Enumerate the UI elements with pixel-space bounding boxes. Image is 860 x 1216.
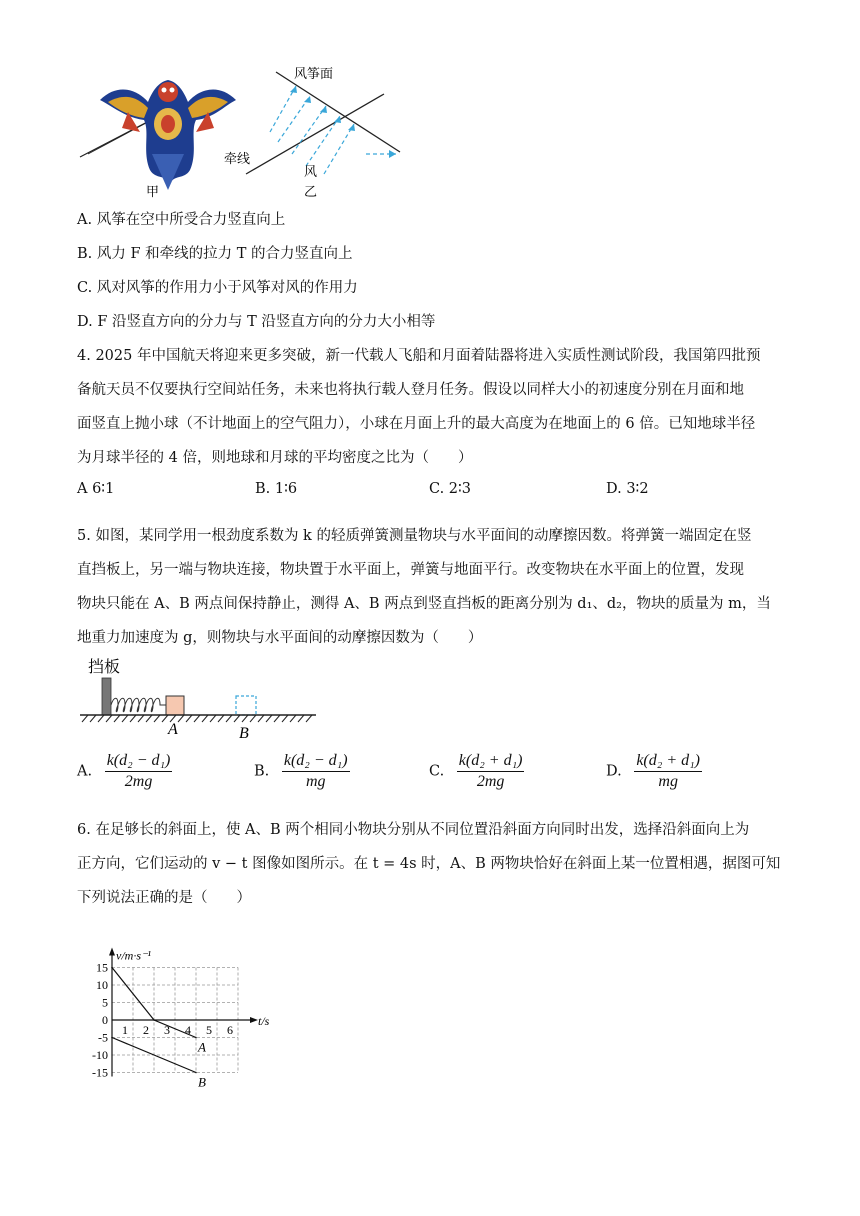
q5-option-b bbox=[254, 752, 350, 791]
label-b: B bbox=[239, 725, 249, 740]
y-tick-label--15: -15 bbox=[92, 1065, 108, 1080]
q5-option-b-den: mg bbox=[305, 773, 326, 790]
vt-chart bbox=[80, 922, 280, 1112]
series-label-A: A bbox=[198, 1039, 206, 1055]
label-board: 挡板 bbox=[88, 657, 121, 676]
q5-option-a-num: k(d₂ − d₁) bbox=[105, 752, 173, 772]
q4-option-a: A 6∶1 bbox=[77, 481, 115, 497]
label-jia: 甲 bbox=[146, 185, 160, 200]
label-yi: 乙 bbox=[304, 185, 318, 200]
q4-option-c: C. 2∶3 bbox=[429, 481, 472, 497]
y-axis-arrow bbox=[109, 948, 115, 956]
x-tick-label-1: 1 bbox=[122, 1023, 128, 1037]
series-point-B-1 bbox=[195, 1072, 197, 1074]
q5-line-3: 物块只能在 A、B 两点间保持静止，测得 A、B 两点到竖直挡板的距离分别为 d₁、d₂，物块的质量为 m，当 bbox=[77, 596, 771, 612]
q4-line-4: 为月球半径的 4 倍，则地球和月球的平均密度之比为（ ） bbox=[77, 450, 473, 466]
board bbox=[102, 678, 111, 715]
label-wind: 风 bbox=[304, 165, 318, 180]
q3-option-c: C. 风对风筝的作用力小于风筝对风的作用力 bbox=[77, 280, 358, 296]
series-point-A-0 bbox=[111, 967, 113, 969]
y-tick-label--10: -10 bbox=[92, 1048, 108, 1062]
y-axis-label: v/m·s⁻¹ bbox=[116, 948, 151, 963]
q5-option-b-fraction bbox=[282, 752, 350, 791]
q6-line-3: 下列说法正确的是（ ） bbox=[77, 890, 251, 906]
q5-option-d-fraction bbox=[634, 752, 702, 791]
spring-figure bbox=[78, 652, 323, 740]
series-label-B: B bbox=[198, 1074, 206, 1090]
series-point-A-1 bbox=[153, 1019, 155, 1021]
y-tick-label-5: 5 bbox=[102, 995, 108, 1010]
q5-option-c-fraction bbox=[457, 752, 525, 791]
y-tick-label--5: -5 bbox=[98, 1030, 108, 1045]
q5-option-c bbox=[429, 752, 524, 791]
x-axis-arrow bbox=[250, 1017, 258, 1023]
y-tick-label-0: 0 bbox=[102, 1013, 108, 1027]
q4-line-1: 4. 2025 年中国航天将迎来更多突破，新一代载人飞船和月面着陆器将进入实质性测试阶段，我国第四批预 bbox=[77, 348, 761, 364]
x-tick-label-5: 5 bbox=[206, 1023, 212, 1037]
q6-line-1: 6. 在足够长的斜面上，使 A、B 两个相同小物块分别从不同位置沿斜面方向同时出发，选择沿斜面向上为 bbox=[77, 822, 750, 838]
q5-option-d-prefix: D. bbox=[606, 763, 622, 780]
q3-option-d: D. F 沿竖直方向的分力与 T 沿竖直方向的分力大小相等 bbox=[77, 314, 436, 330]
q5-option-a-prefix: A. bbox=[77, 763, 93, 780]
q5-option-a-den: 2mg bbox=[124, 773, 153, 790]
q3-option-a: A. 风筝在空中所受合力竖直向上 bbox=[77, 212, 286, 228]
q4-option-b: B. 1∶6 bbox=[255, 481, 298, 497]
y-tick-label-10: 10 bbox=[96, 978, 108, 992]
kite-illustration bbox=[80, 80, 236, 190]
q5-line-4: 地重力加速度为 g，则物块与水平面间的动摩擦因数为（ ） bbox=[77, 630, 483, 646]
q5-option-c-num: k(d₂ + d₁) bbox=[457, 752, 525, 772]
q5-option-a bbox=[77, 752, 172, 791]
x-tick-label-4: 4 bbox=[185, 1023, 191, 1037]
x-tick-label-3: 3 bbox=[164, 1023, 170, 1037]
block-a bbox=[166, 696, 184, 715]
series-point-A-2 bbox=[195, 1037, 197, 1039]
series-point-B-0 bbox=[111, 1037, 113, 1039]
label-kite-face: 风筝面 bbox=[294, 67, 334, 82]
q5-option-c-prefix: C. bbox=[429, 763, 445, 780]
label-a: A bbox=[168, 721, 178, 738]
q5-line-1: 5. 如图，某同学用一根劲度系数为 k 的轻质弹簧测量物块与水平面间的动摩擦因数。将弹簧一端固定在竖 bbox=[77, 528, 752, 544]
q5-option-a-fraction bbox=[105, 752, 173, 791]
q5-line-2: 直挡板上，另一端与物块连接，物块置于水平面上，弹簧与地面平行。改变物块在水平面上的位置，发现 bbox=[77, 562, 744, 578]
block-b-dashed bbox=[236, 696, 256, 715]
q3-option-b: B. 风力 F 和牵线的拉力 T 的合力竖直向上 bbox=[77, 246, 353, 262]
x-tick-label-2: 2 bbox=[143, 1023, 149, 1037]
q5-option-d bbox=[606, 752, 702, 791]
label-string: 牵线 bbox=[224, 152, 251, 167]
q4-option-d: D. 3∶2 bbox=[606, 481, 649, 497]
y-tick-label-15: 15 bbox=[96, 960, 108, 975]
q4-line-2: 备航天员不仅要执行空间站任务，未来也将执行载人登月任务。假设以同样大小的初速度分别在月面和地 bbox=[77, 382, 744, 398]
q4-line-3: 面竖直上抛小球（不计地面上的空气阻力），小球在月面上升的最大高度为在地面上的 6 倍。已知地球半径 bbox=[77, 416, 756, 432]
force-diagram bbox=[246, 72, 400, 174]
x-tick-label-6: 6 bbox=[227, 1023, 233, 1037]
q6-line-2: 正方向，它们运动的 v − t 图像如图所示。在 t = 4s 时，A、B 两物块恰好在斜面上某一位置相遇，据图可知 bbox=[77, 856, 781, 872]
q5-option-c-den: 2mg bbox=[476, 773, 505, 790]
q5-option-b-prefix: B. bbox=[254, 763, 270, 780]
q5-option-d-den: mg bbox=[658, 773, 678, 790]
x-axis-label: t/s bbox=[258, 1014, 270, 1028]
spring bbox=[111, 698, 166, 712]
kite-figure bbox=[78, 62, 418, 202]
q5-option-d-num: k(d₂ + d₁) bbox=[634, 752, 702, 772]
q5-option-b-num: k(d₂ − d₁) bbox=[282, 752, 350, 772]
